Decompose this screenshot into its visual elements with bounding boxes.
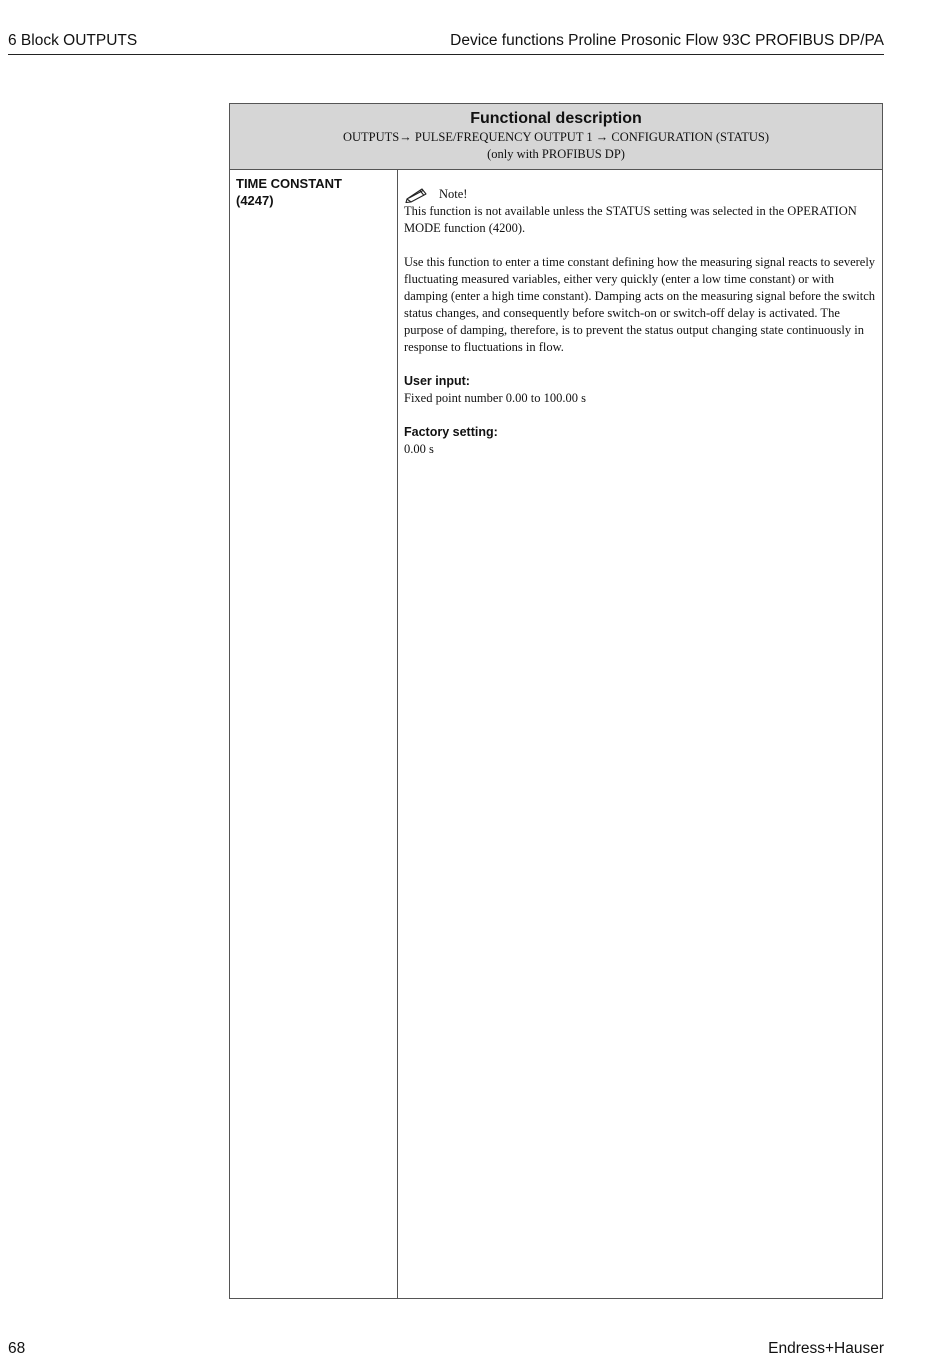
running-header xyxy=(8,30,884,55)
pencil-icon xyxy=(404,186,430,203)
restriction-note: (only with PROFIBUS DP) xyxy=(487,147,625,161)
function-description-cell xyxy=(398,170,882,1298)
note-heading xyxy=(404,186,876,203)
page-number: 68 xyxy=(8,1340,26,1357)
factory-setting-value: 0.00 s xyxy=(404,442,434,456)
user-input-value: Fixed point number 0.00 to 100.00 s xyxy=(404,391,586,405)
table-title: Functional description xyxy=(470,110,642,127)
note-text: This function is not available unless the STATUS setting was selected in the OPERATION MODE function (4200). xyxy=(404,204,857,235)
function-name-cell xyxy=(230,170,398,1298)
function-table xyxy=(229,103,883,1299)
function-code: (4247) xyxy=(236,193,274,208)
brand-name: Endress+Hauser xyxy=(768,1340,884,1357)
user-input-label: User input: xyxy=(404,374,470,388)
function-description: Use this function to enter a time constant defining how the measuring signal reacts to severely fluctuating measured variables, either very quickly (enter a low time constant) or with damping (enter a high time constant). Damping acts on the measuring signal before the switch status changes, and consequently before switch-on or switch-off delay is activated. The purpose of damping, therefore, is to prevent the status output changing state continuously in response to fluctuations in flow. xyxy=(404,255,876,354)
table-header xyxy=(230,104,882,170)
function-name: TIME CONSTANT xyxy=(236,176,342,191)
menu-path: OUTPUTS→ PULSE/FREQUENCY OUTPUT 1 → CONFIGURATION (STATUS) xyxy=(342,130,770,144)
section-title: 6 Block OUTPUTS xyxy=(8,32,138,49)
document-title: Device functions Proline Prosonic Flow 93C PROFIBUS DP/PA xyxy=(450,32,884,49)
factory-setting-label: Factory setting: xyxy=(404,425,498,439)
note-label: Note! xyxy=(439,187,468,201)
